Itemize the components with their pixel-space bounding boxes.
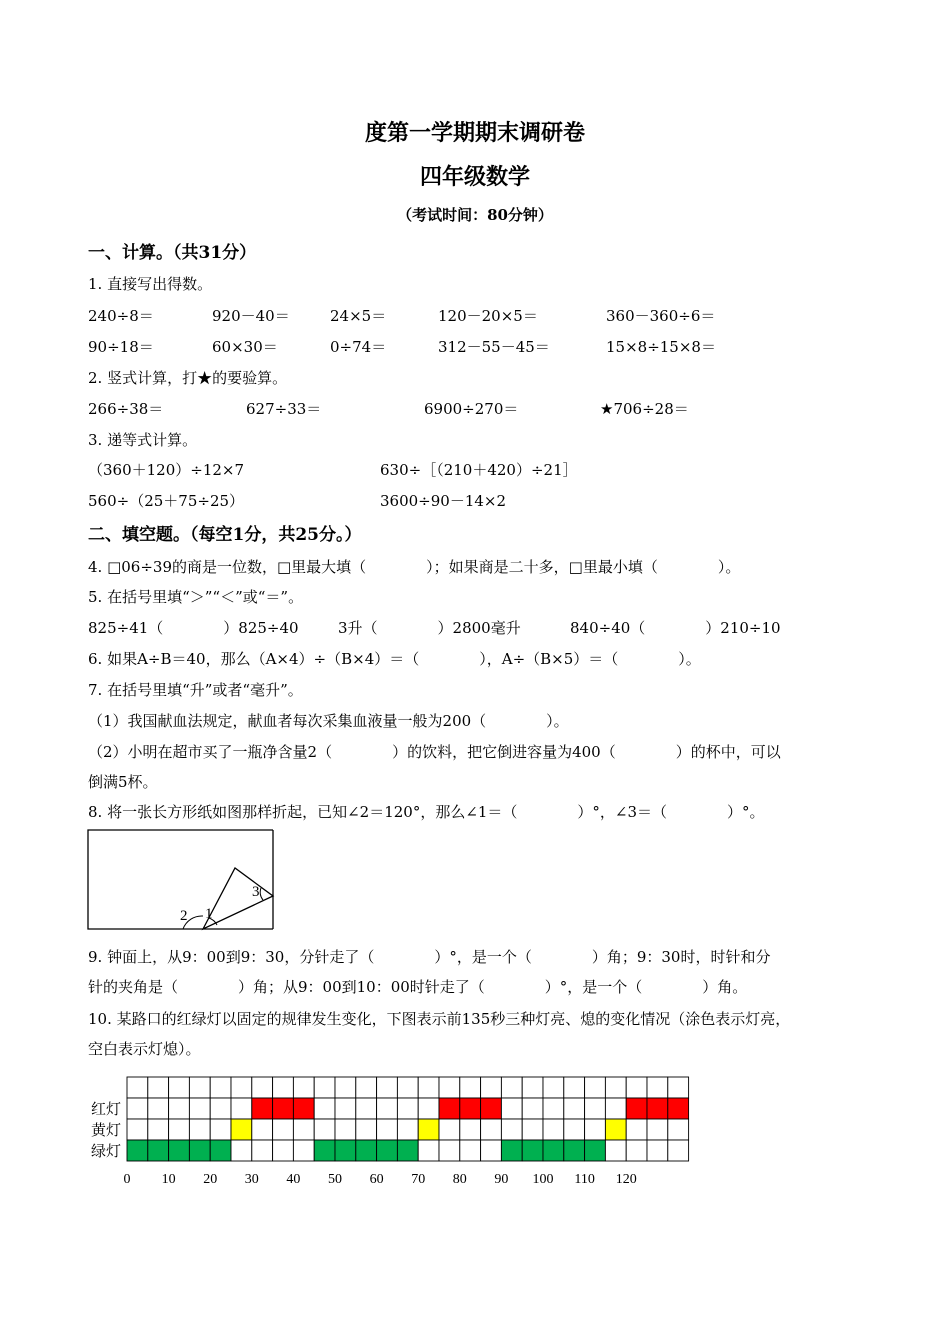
axis-tick-label: 20 — [203, 1172, 218, 1187]
q1-r2-c4: 312－55－45＝ — [438, 338, 550, 356]
green-off-cell — [273, 1140, 294, 1161]
grid-cell — [647, 1077, 668, 1098]
red-on-cell — [293, 1098, 314, 1119]
green-on-cell — [356, 1140, 377, 1161]
grid-cell — [189, 1077, 210, 1098]
red-off-cell — [169, 1098, 190, 1119]
green-off-cell — [647, 1140, 668, 1161]
grid-cell — [377, 1077, 398, 1098]
yellow-off-cell — [189, 1119, 210, 1140]
grid-cell — [252, 1077, 273, 1098]
red-off-cell — [522, 1098, 543, 1119]
q3-item-3: 560÷（25＋75÷25） — [88, 492, 245, 510]
q1-r1-c4: 120－20×5＝ — [438, 307, 538, 325]
green-off-cell — [293, 1140, 314, 1161]
green-on-cell — [522, 1140, 543, 1161]
red-off-cell — [148, 1098, 169, 1119]
grid-cell — [418, 1077, 439, 1098]
red-on-cell — [481, 1098, 502, 1119]
grid-cell — [397, 1077, 418, 1098]
green-on-cell — [397, 1140, 418, 1161]
red-off-cell — [397, 1098, 418, 1119]
green-on-cell — [585, 1140, 606, 1161]
q2-item-1: 266÷38＝ — [88, 400, 164, 418]
q2-item-4: ★706÷28＝ — [600, 400, 689, 418]
green-off-cell — [605, 1140, 626, 1161]
angle-1-label: 1 — [205, 906, 213, 922]
grid-cell — [314, 1077, 335, 1098]
grid-cell — [460, 1077, 481, 1098]
grid-cell — [543, 1077, 564, 1098]
red-off-cell — [314, 1098, 335, 1119]
q6: 6. 如果A÷B＝40，那么（A×4）÷（B×4）＝（ ），A÷（B×5）＝（ ）。 — [88, 650, 701, 668]
green-off-cell — [252, 1140, 273, 1161]
yellow-off-cell — [356, 1119, 377, 1140]
grid-cell — [356, 1077, 377, 1098]
row-label-red: 红灯 — [91, 1100, 122, 1118]
red-off-cell — [377, 1098, 398, 1119]
folded-paper-figure — [85, 828, 280, 934]
q5-item-2: 3升（ ）2800毫升 — [338, 619, 521, 637]
q2-item-3: 6900÷270＝ — [424, 400, 519, 418]
q8: 8. 将一张长方形纸如图那样折起，已知∠2＝120°，那么∠1＝（ ）°，∠3＝（ ）°。 — [88, 803, 765, 821]
red-on-cell — [252, 1098, 273, 1119]
red-off-cell — [127, 1098, 148, 1119]
green-on-cell — [335, 1140, 356, 1161]
yellow-off-cell — [668, 1119, 689, 1140]
grid-cell — [127, 1077, 148, 1098]
yellow-off-cell — [293, 1119, 314, 1140]
exam-time-note: （考试时间：80分钟） — [397, 206, 553, 224]
q1-label: 1. 直接写出得数。 — [88, 275, 213, 293]
q10-line2: 空白表示灯熄）。 — [88, 1040, 201, 1058]
yellow-off-cell — [252, 1119, 273, 1140]
grid-cell — [605, 1077, 626, 1098]
axis-tick-label: 60 — [369, 1172, 384, 1187]
green-off-cell — [439, 1140, 460, 1161]
axis-tick-label: 80 — [452, 1172, 467, 1187]
grid-cell — [585, 1077, 606, 1098]
q1-r2-c2: 60×30＝ — [212, 338, 278, 356]
q3-item-1: （360＋120）÷12×7 — [88, 461, 245, 479]
exam-title: 度第一学期期末调研卷 — [364, 120, 585, 146]
green-on-cell — [148, 1140, 169, 1161]
yellow-off-cell — [543, 1119, 564, 1140]
green-on-cell — [210, 1140, 231, 1161]
q7-2-line2: 倒满5杯。 — [88, 773, 158, 791]
q7-label: 7. 在括号里填“升”或者“毫升”。 — [88, 681, 303, 699]
q5-label: 5. 在括号里填“＞”“＜”或“＝”。 — [88, 588, 304, 606]
grid-cell — [293, 1077, 314, 1098]
yellow-off-cell — [377, 1119, 398, 1140]
axis-tick-label: 70 — [411, 1172, 426, 1187]
yellow-off-cell — [127, 1119, 148, 1140]
red-on-cell — [626, 1098, 647, 1119]
red-on-cell — [647, 1098, 668, 1119]
q3-item-4: 3600÷90－14×2 — [380, 492, 507, 510]
axis-tick-label: 30 — [244, 1172, 259, 1187]
yellow-off-cell — [439, 1119, 460, 1140]
q10-line1: 10. 某路口的红绿灯以固定的规律发生变化，下图表示前135秒三种灯亮、熄的变化情况（涂色表示灯亮， — [88, 1010, 791, 1028]
yellow-off-cell — [397, 1119, 418, 1140]
green-off-cell — [460, 1140, 481, 1161]
yellow-off-cell — [585, 1119, 606, 1140]
yellow-off-cell — [481, 1119, 502, 1140]
q5-item-3: 840÷40（ ）210÷10 — [570, 619, 781, 637]
red-on-cell — [439, 1098, 460, 1119]
section2-heading: 二、填空题。（每空1分，共25分。） — [88, 525, 362, 545]
grid-cell — [148, 1077, 169, 1098]
grid-cell — [169, 1077, 190, 1098]
green-on-cell — [543, 1140, 564, 1161]
yellow-on-cell — [231, 1119, 252, 1140]
yellow-off-cell — [460, 1119, 481, 1140]
red-off-cell — [585, 1098, 606, 1119]
grid-cell — [626, 1077, 647, 1098]
q9-line2: 针的夹角是（ ）角；从9：00到10：00时针走了（ ）°，是一个（ ）角。 — [88, 978, 748, 996]
green-off-cell — [481, 1140, 502, 1161]
q1-r1-c1: 240÷8＝ — [88, 307, 154, 325]
q4: 4. □06÷39的商是一位数，□里最大填（ ）；如果商是二十多，□里最小填（ ）。 — [88, 558, 741, 576]
q2-label: 2. 竖式计算，打★的要验算。 — [88, 369, 288, 387]
grid-cell — [231, 1077, 252, 1098]
green-on-cell — [189, 1140, 210, 1161]
yellow-off-cell — [522, 1119, 543, 1140]
axis-tick-label: 10 — [161, 1172, 176, 1187]
red-off-cell — [564, 1098, 585, 1119]
green-off-cell — [418, 1140, 439, 1161]
axis-tick-label: 110 — [574, 1172, 595, 1187]
yellow-off-cell — [647, 1119, 668, 1140]
q1-r1-c3: 24×5＝ — [330, 307, 387, 325]
red-on-cell — [460, 1098, 481, 1119]
grid-cell — [501, 1077, 522, 1098]
green-off-cell — [668, 1140, 689, 1161]
q1-r2-c5: 15×8÷15×8＝ — [606, 338, 716, 356]
yellow-off-cell — [335, 1119, 356, 1140]
green-on-cell — [377, 1140, 398, 1161]
red-off-cell — [543, 1098, 564, 1119]
green-off-cell — [231, 1140, 252, 1161]
q7-2-line1: （2）小明在超市买了一瓶净含量2（ ）的饮料，把它倒进容量为400（ ）的杯中，可以 — [88, 743, 781, 761]
exam-subtitle: 四年级数学 — [419, 164, 530, 190]
q7-1: （1）我国献血法规定，献血者每次采集血液量一般为200（ ）。 — [88, 712, 569, 730]
axis-tick-label: 50 — [328, 1172, 342, 1187]
yellow-off-cell — [148, 1119, 169, 1140]
yellow-off-cell — [210, 1119, 231, 1140]
grid-cell — [335, 1077, 356, 1098]
row-label-green: 绿灯 — [91, 1142, 122, 1160]
q2-item-2: 627÷33＝ — [246, 400, 322, 418]
green-on-cell — [501, 1140, 522, 1161]
q1-r2-c1: 90÷18＝ — [88, 338, 154, 356]
red-off-cell — [335, 1098, 356, 1119]
q1-r2-c3: 0÷74＝ — [330, 338, 387, 356]
axis-tick-label: 0 — [123, 1172, 131, 1187]
q1-r1-c2: 920－40＝ — [212, 307, 290, 325]
grid-cell — [273, 1077, 294, 1098]
red-on-cell — [668, 1098, 689, 1119]
yellow-off-cell — [626, 1119, 647, 1140]
green-on-cell — [564, 1140, 585, 1161]
red-off-cell — [210, 1098, 231, 1119]
yellow-on-cell — [418, 1119, 439, 1140]
q3-label: 3. 递等式计算。 — [88, 431, 198, 449]
yellow-on-cell — [605, 1119, 626, 1140]
axis-tick-label: 90 — [494, 1172, 509, 1187]
q9-line1: 9. 钟面上，从9：00到9：30，分针走了（ ）°，是一个（ ）角；9：30时，时针和分 — [88, 948, 771, 966]
row-label-yellow: 黄灯 — [91, 1121, 122, 1139]
axis-tick-label: 40 — [286, 1172, 301, 1187]
q5-item-1: 825÷41（ ）825÷40 — [88, 619, 299, 637]
red-off-cell — [231, 1098, 252, 1119]
green-on-cell — [127, 1140, 148, 1161]
red-off-cell — [501, 1098, 522, 1119]
green-on-cell — [314, 1140, 335, 1161]
yellow-off-cell — [564, 1119, 585, 1140]
grid-cell — [481, 1077, 502, 1098]
yellow-off-cell — [273, 1119, 294, 1140]
q3-item-2: 630÷［（210＋420）÷21］ — [380, 461, 578, 479]
yellow-off-cell — [169, 1119, 190, 1140]
green-off-cell — [626, 1140, 647, 1161]
q1-r1-c5: 360－360÷6＝ — [606, 307, 716, 325]
red-off-cell — [189, 1098, 210, 1119]
red-on-cell — [273, 1098, 294, 1119]
yellow-off-cell — [314, 1119, 335, 1140]
grid-cell — [522, 1077, 543, 1098]
grid-cell — [210, 1077, 231, 1098]
green-on-cell — [169, 1140, 190, 1161]
axis-tick-label: 100 — [532, 1172, 554, 1187]
red-off-cell — [605, 1098, 626, 1119]
angle-3-label: 3 — [252, 884, 260, 900]
grid-cell — [439, 1077, 460, 1098]
section1-heading: 一、计算。（共31分） — [88, 243, 257, 263]
grid-cell — [564, 1077, 585, 1098]
yellow-off-cell — [501, 1119, 522, 1140]
traffic-light-chart — [120, 1070, 700, 1210]
angle-2-label: 2 — [180, 908, 188, 924]
axis-tick-label: 120 — [615, 1172, 637, 1187]
grid-cell — [668, 1077, 689, 1098]
red-off-cell — [356, 1098, 377, 1119]
red-off-cell — [418, 1098, 439, 1119]
